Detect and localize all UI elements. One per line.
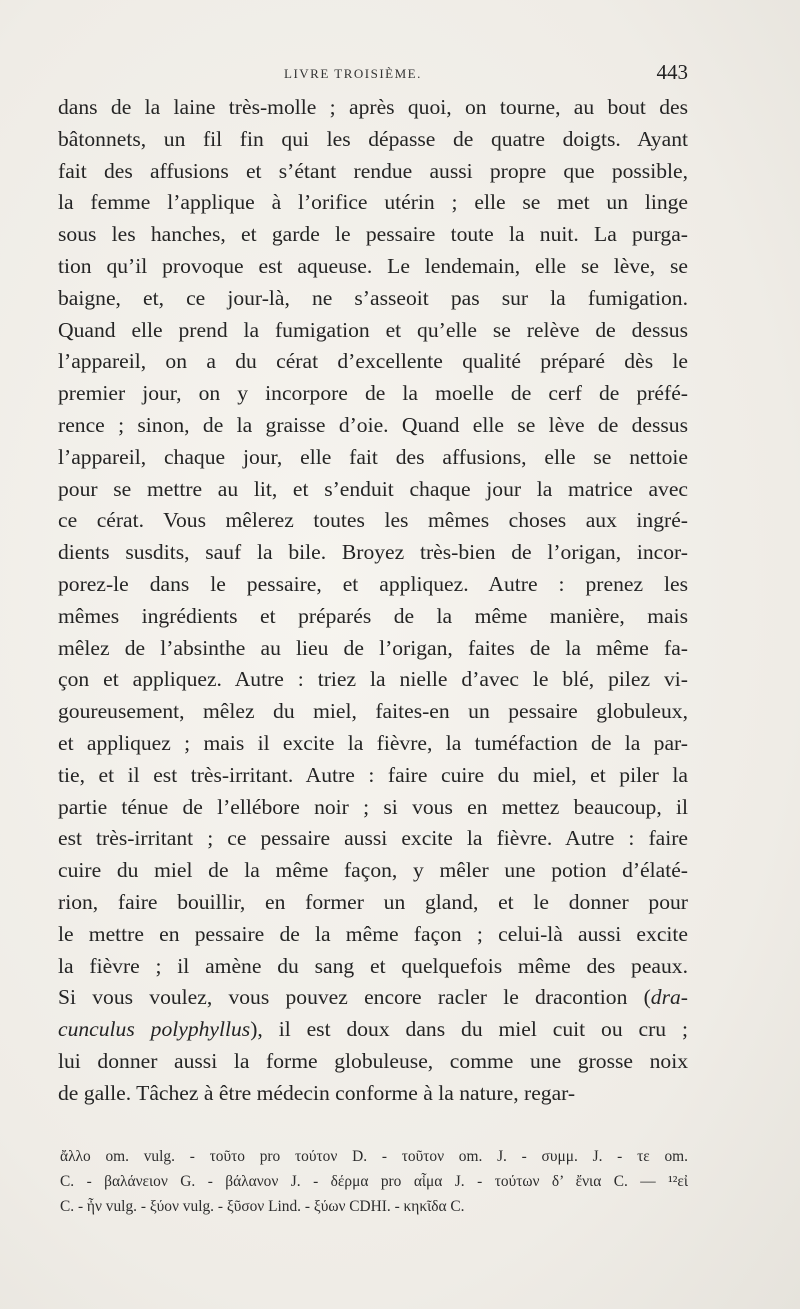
text-line: cuire du miel de la même façon, y mêler une potion d’élaté- [58,858,688,883]
text-line: tion qu’il provoque est aqueuse. Le lendemain, elle se lève, se [58,253,688,278]
text-line: sous les hanches, et garde le pessaire toute la nuit. La purga- [58,222,688,247]
body-text [58,92,688,1110]
text-line: ce cérat. Vous mêlerez toutes les mêmes choses aux ingré- [58,508,688,533]
text-line: la fièvre ; il amène du sang et quelquefois même des peaux. [58,953,688,978]
footnote-line: C. - βαλάνειον G. - βάλανον J. - δέρμα pro αἷμα J. - τούτων δ’ ἔνια C. — ¹²εἰ [60,1173,688,1190]
text-line: mêlez de l’absinthe au lieu de l’origan, faites de la même fa- [58,635,688,660]
text-line: l’appareil, chaque jour, elle fait des affusions, elle se nettoie [58,444,688,469]
footnote-line: ἄλλο om. vulg. - τοῦτο pro τούτον D. - τοῦτον om. J. - συμμ. J. - τε om. [60,1148,688,1165]
text-segment: Si vous voulez, vous pouvez encore racler le dracontion ( [58,985,651,1010]
latin-name-part-2: cunculus polyphyllus [58,1017,251,1042]
text-line: le mettre en pessaire de la même façon ; celui-là aussi excite [58,921,688,946]
text-line: dans de la laine très-molle ; après quoi, on tourne, au bout des [58,95,688,119]
text-line: tie, et il est très-irritant. Autre : faire cuire du miel, et piler la [58,762,688,787]
text-line: çon et appliquez. Autre : triez la nielle d’avec le blé, pilez vi- [58,667,688,692]
text-line: mêmes ingrédients et préparés de la même manière, mais [58,603,688,628]
text-line: de galle. Tâchez à être médecin conforme à la nature, regar- [58,1080,576,1105]
text-line: premier jour, on y incorpore de la moelle de cerf de préfé- [58,381,688,406]
text-line: pour se mettre au lit, et s’enduit chaque jour la matrice avec [58,476,688,501]
page-number: 443 [656,60,688,84]
running-head: LIVRE TROISIÈME. [284,66,422,81]
text-line: rence ; sinon, de la graisse d’oie. Quand elle se lève de dessus [58,412,688,437]
footnote-line: C. - ἦν vulg. - ξύον vulg. - ξῦσον Lind. - ξύων CDHI. - κηκῖδα C. [60,1198,465,1215]
text-line: lui donner aussi la forme globuleuse, comme une grosse noix [58,1048,688,1073]
page-header [58,60,688,90]
latin-name-part-1: dra- [650,985,688,1010]
text-line: l’appareil, on a du cérat d’excellente qualité préparé dès le [58,349,688,374]
text-line: fait des affusions et s’étant rendue aussi propre que possible, [58,158,688,183]
text-line: goureusement, mêlez du miel, faites-en un pessaire globuleux, [58,699,688,724]
text-line: rion, faire bouillir, en former un gland, et le donner pour [58,889,688,914]
text-line: dients susdits, sauf la bile. Broyez très-bien de l’origan, incor- [58,540,688,565]
text-line-with-italic [58,1014,688,1046]
text-line-with-italic [58,982,688,1014]
text-line: partie ténue de l’ellébore noir ; si vous en mettez beaucoup, il [58,794,688,819]
text-segment: ), il est doux dans du miel cuit ou cru ; [250,1017,688,1042]
text-line: la femme l’applique à l’orifice utérin ; elle se met un linge [58,190,688,215]
footnotes [60,1144,688,1219]
text-line: et appliquez ; mais il excite la fièvre, la tuméfaction de la par- [58,730,688,755]
text-line: porez-le dans le pessaire, et appliquez. Autre : prenez les [58,571,688,596]
text-line: est très-irritant ; ce pessaire aussi excite la fièvre. Autre : faire [58,826,688,851]
text-line: baigne, et, ce jour-là, ne s’asseoit pas sur la fumigation. [58,285,688,310]
text-line: Quand elle prend la fumigation et qu’elle se relève de dessus [58,317,688,342]
text-line: bâtonnets, un fil fin qui les dépasse de quatre doigts. Ayant [58,126,688,151]
